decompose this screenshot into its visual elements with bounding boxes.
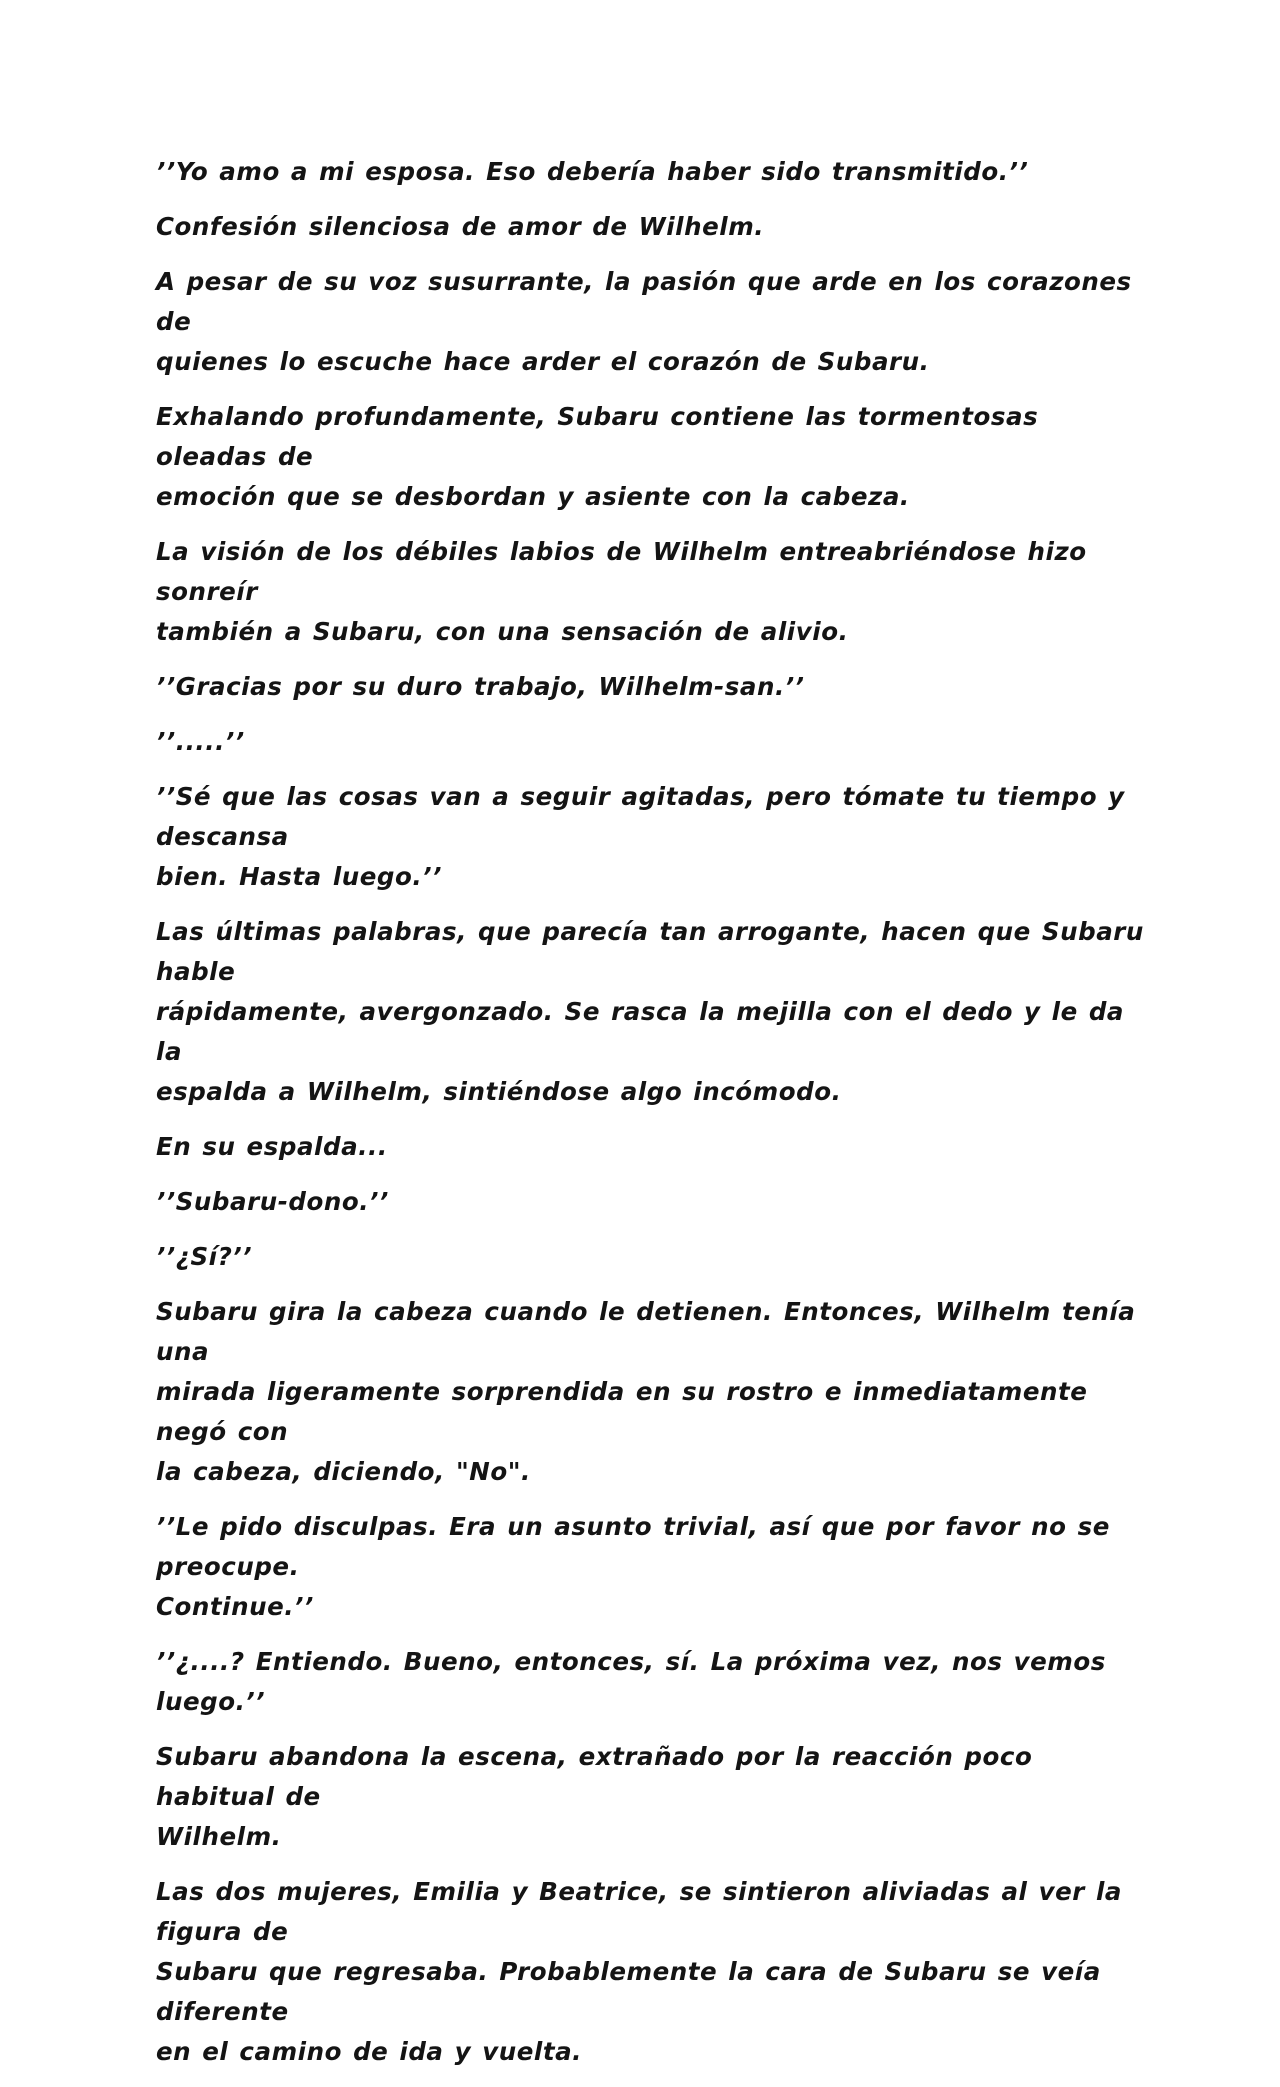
paragraph-17: Las dos mujeres, Emilia y Beatrice, se sintieron aliviadas al ver la figura de Subaru que regresaba. Probablemente la cara de Subaru se veía diferente en el camino de ida y vuelta. (156, 1877, 1123, 2066)
paragraph-16: Subaru abandona la escena, extrañado por la reacción poco habitual de Wilhelm. (156, 1742, 1033, 1851)
text-column (156, 152, 1146, 2087)
paragraph-11: ’’Subaru-dono.’’ (156, 1187, 389, 1216)
paragraph-2: Confesión silenciosa de amor de Wilhelm. (156, 212, 765, 241)
paragraph-13: Subaru gira la cabeza cuando le detienen. Entonces, Wilhelm tenía una mirada ligeramente sorprendida en su rostro e inmediatamente negó con la cabeza, diciendo, "No". (156, 1297, 1136, 1486)
paragraph-14: ’’Le pido disculpas. Era un asunto trivial, así que por favor no se preocupe. Continue.’’ (156, 1512, 1110, 1621)
paragraph-7: ’’.....’’ (156, 727, 245, 756)
paragraph-8: ’’Sé que las cosas van a seguir agitadas, pero tómate tu tiempo y descansa bien. Hasta luego.’’ (156, 782, 1125, 891)
paragraph-4: Exhalando profundamente, Subaru contiene las tormentosas oleadas de emoción que se desbordan y asiente con la cabeza. (156, 402, 1039, 511)
paragraph-5: La visión de los débiles labios de Wilhelm entreabriéndose hizo sonreír también a Subaru, con una sensación de alivio. (156, 537, 1087, 646)
paragraph-6: ’’Gracias por su duro trabajo, Wilhelm-san.’’ (156, 672, 805, 701)
paragraph-12: ’’¿Sí?’’ (156, 1242, 253, 1271)
paragraph-10: En su espalda... (156, 1132, 388, 1161)
paragraph-9: Las últimas palabras, que parecía tan arrogante, hacen que Subaru hable rápidamente, avergonzado. Se rasca la mejilla con el dedo y le da la espalda a Wilhelm, sintiéndose algo incómodo. (156, 917, 1144, 1106)
paragraph-15: ’’¿....? Entiendo. Bueno, entonces, sí. La próxima vez, nos vemos luego.’’ (156, 1647, 1106, 1716)
paragraph-1: ’’Yo amo a mi esposa. Eso debería haber sido transmitido.’’ (156, 157, 1029, 186)
paragraph-3: A pesar de su voz susurrante, la pasión que arde en los corazones de quienes lo escuche hace arder el corazón de Subaru. (156, 267, 1132, 376)
